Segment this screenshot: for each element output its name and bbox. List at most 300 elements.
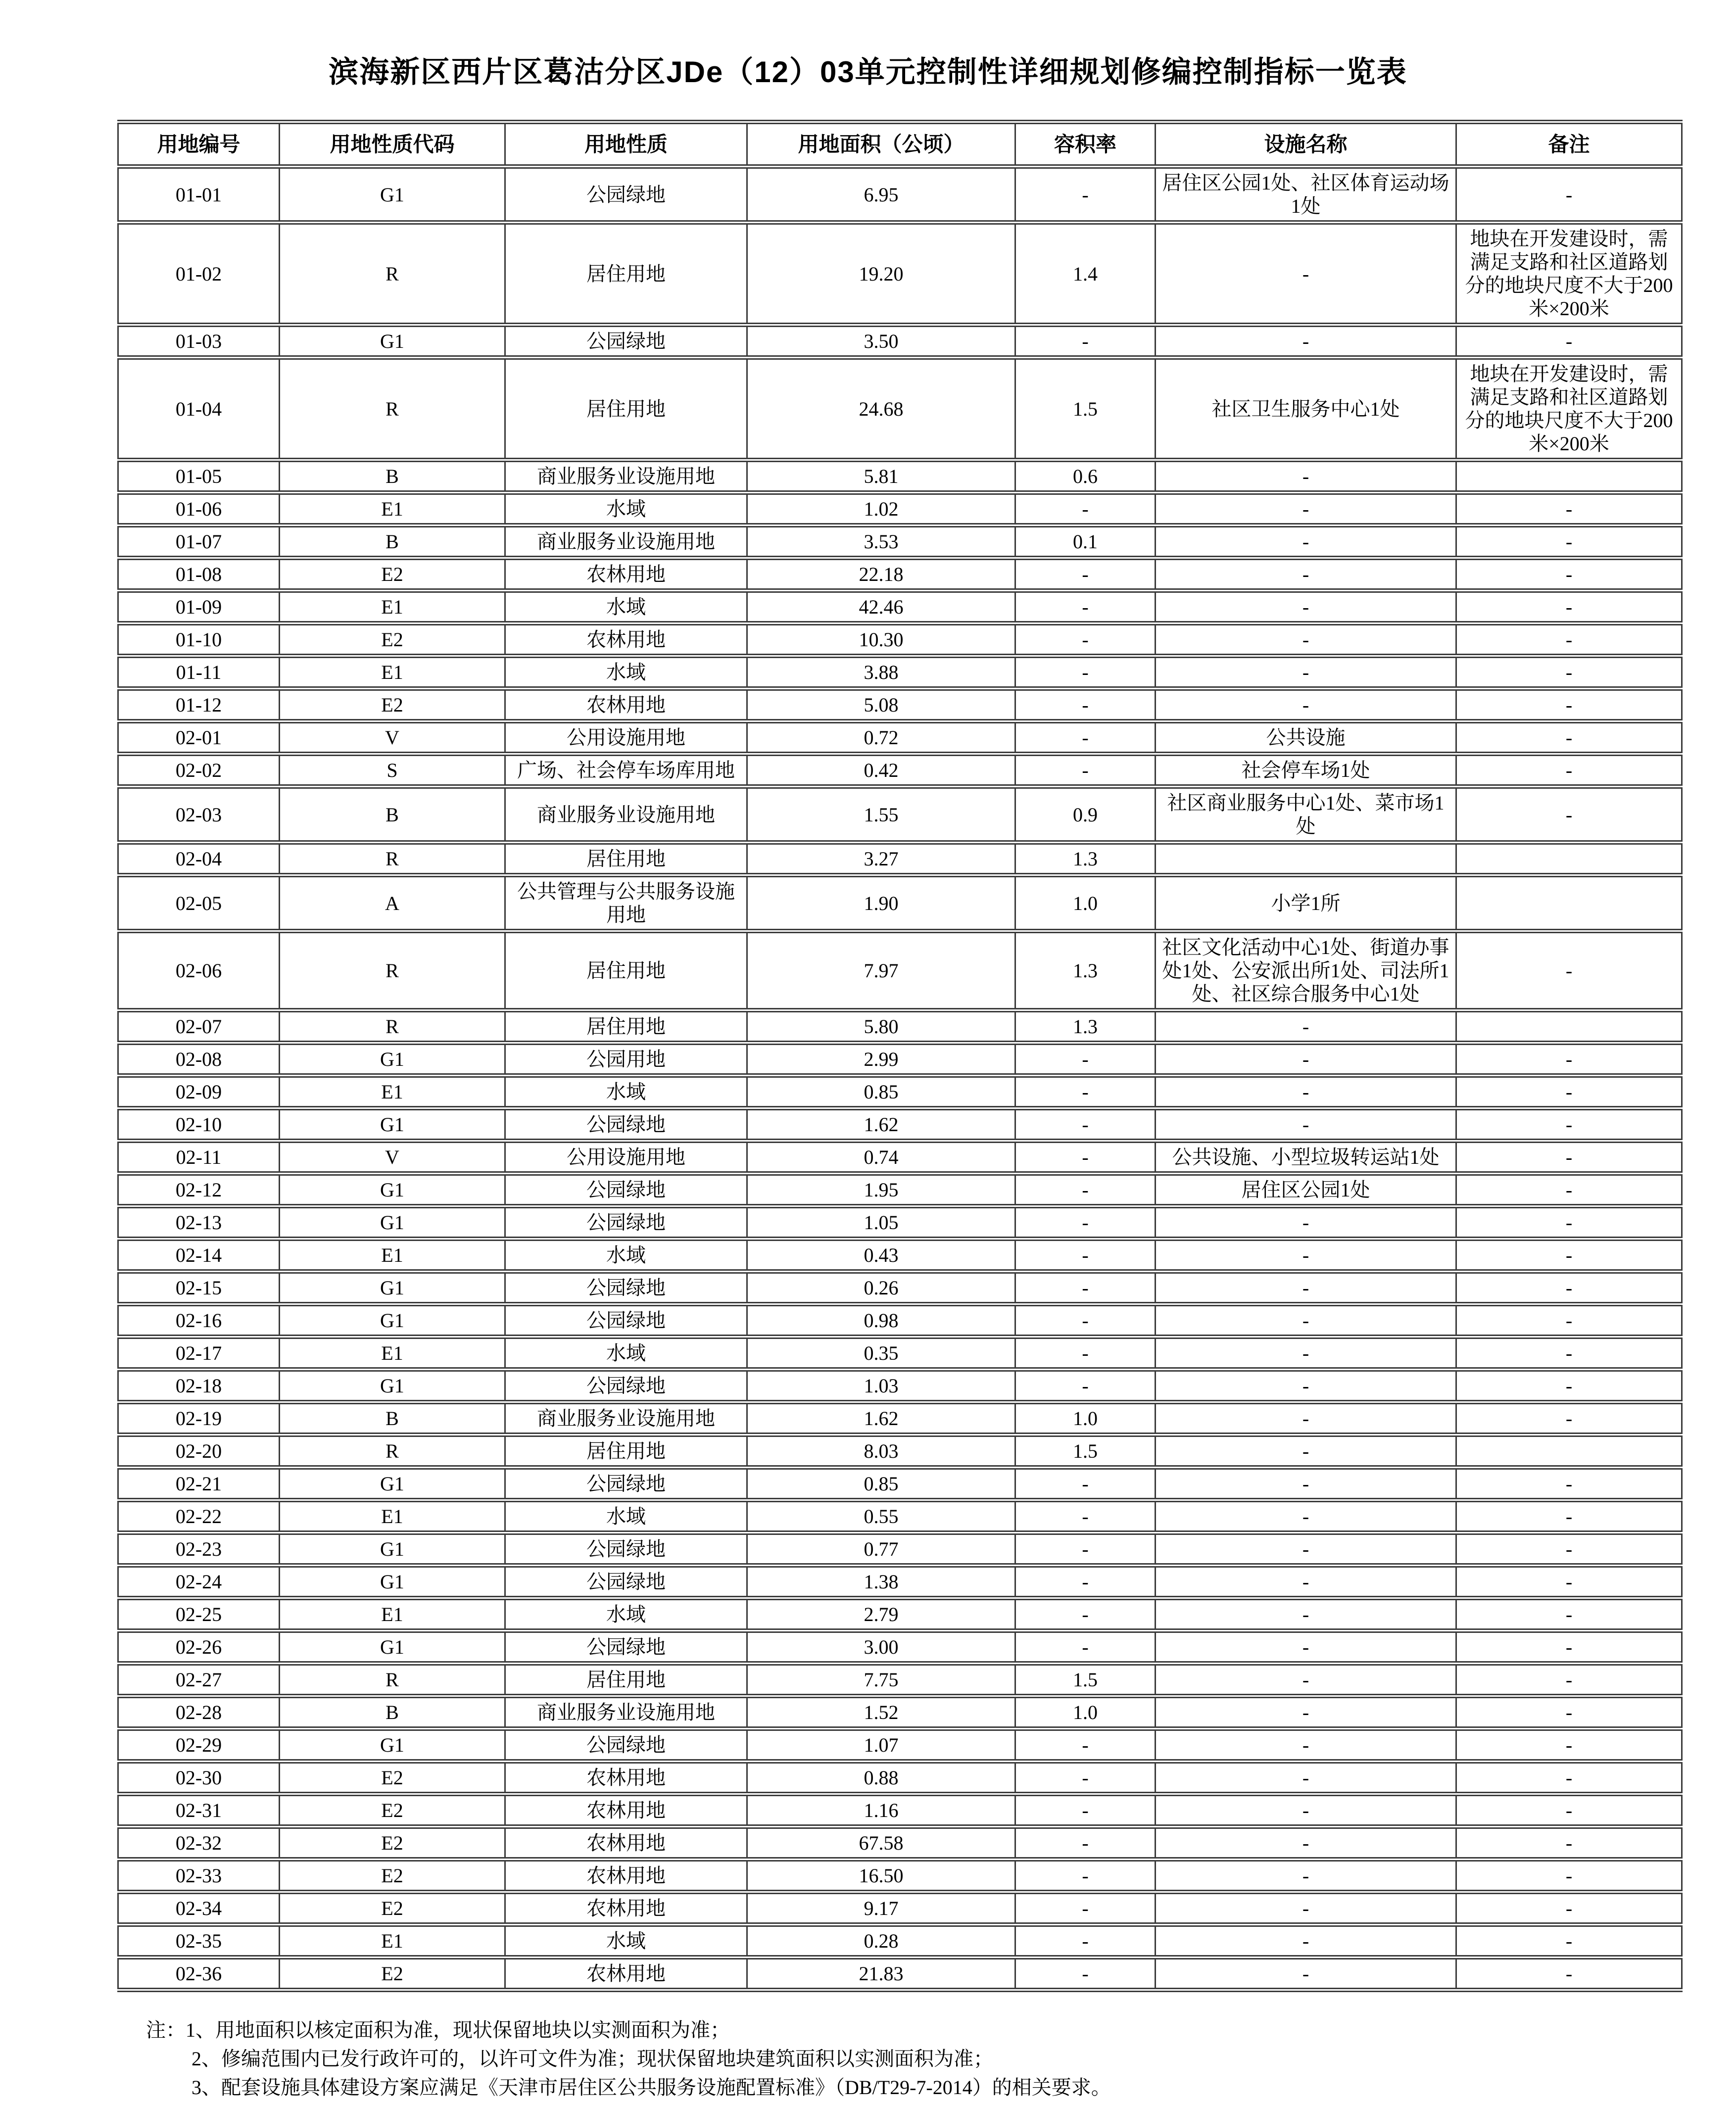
table-row	[118, 1533, 1682, 1566]
cell-far: 0.9	[1015, 787, 1156, 843]
cell-land-use-code: E1	[280, 1239, 505, 1272]
cell-area: 7.75	[747, 1664, 1015, 1696]
table-row	[118, 1174, 1682, 1206]
table-row	[118, 1566, 1682, 1598]
cell-parcel-id: 01-06	[118, 493, 280, 526]
cell-land-use: 公园绿地	[505, 1206, 747, 1239]
cell-parcel-id: 02-25	[118, 1598, 280, 1631]
cell-far: -	[1015, 721, 1156, 754]
cell-far: 1.5	[1015, 358, 1156, 460]
notes	[146, 2016, 1736, 2102]
cell-remark: -	[1456, 1631, 1682, 1664]
cell-parcel-id: 01-05	[118, 460, 280, 493]
cell-facilities: -	[1156, 1631, 1456, 1664]
cell-area: 9.17	[747, 1892, 1015, 1925]
cell-parcel-id: 01-01	[118, 167, 280, 223]
cell-parcel-id: 02-26	[118, 1631, 280, 1664]
cell-area: 1.07	[747, 1729, 1015, 1762]
cell-facilities: -	[1156, 1925, 1456, 1958]
cell-land-use-code: G1	[280, 325, 505, 358]
cell-far: 1.5	[1015, 1435, 1156, 1468]
cell-area: 0.42	[747, 754, 1015, 787]
cell-land-use-code: G1	[280, 1304, 505, 1337]
cell-land-use: 公园绿地	[505, 167, 747, 223]
cell-land-use: 农林用地	[505, 623, 747, 656]
cell-facilities: -	[1156, 1696, 1456, 1729]
cell-land-use-code: V	[280, 1141, 505, 1174]
cell-area: 1.52	[747, 1696, 1015, 1729]
cell-parcel-id: 01-02	[118, 223, 280, 325]
table-row	[118, 1860, 1682, 1892]
cell-land-use: 广场、社会停车场库用地	[505, 754, 747, 787]
cell-area: 42.46	[747, 591, 1015, 623]
cell-facilities: -	[1156, 1239, 1456, 1272]
cell-parcel-id: 02-11	[118, 1141, 280, 1174]
cell-land-use: 居住用地	[505, 358, 747, 460]
cell-remark: -	[1456, 1076, 1682, 1108]
cell-land-use: 农林用地	[505, 1860, 747, 1892]
cell-land-use-code: E1	[280, 1337, 505, 1370]
cell-facilities: -	[1156, 1304, 1456, 1337]
cell-facilities: -	[1156, 1892, 1456, 1925]
cell-facilities: -	[1156, 493, 1456, 526]
cell-land-use: 农林用地	[505, 689, 747, 721]
cell-land-use-code: B	[280, 787, 505, 843]
table-row	[118, 1729, 1682, 1762]
cell-parcel-id: 02-20	[118, 1435, 280, 1468]
cell-parcel-id: 02-01	[118, 721, 280, 754]
cell-remark: -	[1456, 1402, 1682, 1435]
cell-far: -	[1015, 325, 1156, 358]
cell-land-use: 公园绿地	[505, 1304, 747, 1337]
cell-area: 0.26	[747, 1272, 1015, 1304]
cell-land-use: 公用设施用地	[505, 1141, 747, 1174]
cell-remark: -	[1456, 1370, 1682, 1402]
cell-parcel-id: 02-19	[118, 1402, 280, 1435]
cell-far: -	[1015, 1108, 1156, 1141]
cell-facilities: 公共设施	[1156, 721, 1456, 754]
cell-facilities: 社会停车场1处	[1156, 754, 1456, 787]
table-row	[118, 493, 1682, 526]
cell-far: -	[1015, 1925, 1156, 1958]
table-row	[118, 1370, 1682, 1402]
cell-facilities: -	[1156, 623, 1456, 656]
cell-parcel-id: 02-03	[118, 787, 280, 843]
table-row	[118, 1925, 1682, 1958]
cell-land-use-code: E1	[280, 1076, 505, 1108]
cell-land-use: 水域	[505, 1337, 747, 1370]
cell-parcel-id: 01-07	[118, 526, 280, 558]
cell-far: -	[1015, 493, 1156, 526]
cell-remark: -	[1456, 689, 1682, 721]
cell-land-use-code: E2	[280, 1892, 505, 1925]
cell-remark: -	[1456, 1043, 1682, 1076]
cell-land-use: 商业服务业设施用地	[505, 1402, 747, 1435]
cell-land-use: 水域	[505, 1925, 747, 1958]
cell-parcel-id: 02-07	[118, 1010, 280, 1043]
cell-remark: -	[1456, 1468, 1682, 1500]
cell-land-use: 水域	[505, 656, 747, 689]
cell-far: -	[1015, 1272, 1156, 1304]
cell-land-use-code: S	[280, 754, 505, 787]
cell-area: 24.68	[747, 358, 1015, 460]
cell-remark: -	[1456, 754, 1682, 787]
table-row	[118, 1762, 1682, 1794]
cell-land-use-code: B	[280, 1402, 505, 1435]
table-row	[118, 325, 1682, 358]
cell-facilities: -	[1156, 1827, 1456, 1860]
cell-land-use-code: E2	[280, 623, 505, 656]
cell-parcel-id: 02-18	[118, 1370, 280, 1402]
cell-remark: -	[1456, 1892, 1682, 1925]
cell-parcel-id: 02-31	[118, 1794, 280, 1827]
cell-far: -	[1015, 1304, 1156, 1337]
cell-facilities: -	[1156, 1043, 1456, 1076]
cell-land-use: 农林用地	[505, 1892, 747, 1925]
cell-facilities: -	[1156, 1076, 1456, 1108]
cell-area: 3.50	[747, 325, 1015, 358]
table-row	[118, 1402, 1682, 1435]
cell-remark: -	[1456, 1304, 1682, 1337]
cell-area: 1.62	[747, 1402, 1015, 1435]
cell-land-use-code: R	[280, 358, 505, 460]
cell-land-use: 公园绿地	[505, 1174, 747, 1206]
cell-far: -	[1015, 656, 1156, 689]
table-row	[118, 1598, 1682, 1631]
note-line: 3、配套设施具体建设方案应满足《天津市居住区公共服务设施配置标准》（DB/T29-7-2014）的相关要求。	[192, 2076, 1111, 2099]
cell-land-use: 公园绿地	[505, 325, 747, 358]
cell-land-use-code: R	[280, 1435, 505, 1468]
cell-land-use: 农林用地	[505, 1958, 747, 1990]
cell-far: -	[1015, 1533, 1156, 1566]
cell-facilities: -	[1156, 460, 1456, 493]
cell-area: 1.95	[747, 1174, 1015, 1206]
cell-land-use: 农林用地	[505, 1762, 747, 1794]
cell-area: 2.99	[747, 1043, 1015, 1076]
column-header-area: 用地面积（公顷）	[747, 122, 1015, 167]
table-row	[118, 1827, 1682, 1860]
cell-facilities: -	[1156, 526, 1456, 558]
column-header-facilities: 设施名称	[1156, 122, 1456, 167]
cell-remark: -	[1456, 1598, 1682, 1631]
cell-parcel-id: 02-06	[118, 931, 280, 1010]
cell-remark: 地块在开发建设时，需满足支路和社区道路划分的地块尺度不大于200米×200米	[1456, 223, 1682, 325]
cell-facilities: -	[1156, 1762, 1456, 1794]
cell-area: 1.38	[747, 1566, 1015, 1598]
cell-area: 3.00	[747, 1631, 1015, 1664]
table-row	[118, 460, 1682, 493]
cell-land-use: 公园绿地	[505, 1729, 747, 1762]
table-row	[118, 689, 1682, 721]
cell-land-use: 公园绿地	[505, 1272, 747, 1304]
cell-facilities: -	[1156, 1468, 1456, 1500]
cell-land-use-code: E1	[280, 1598, 505, 1631]
cell-facilities: -	[1156, 1010, 1456, 1043]
table-row	[118, 843, 1682, 875]
cell-remark: -	[1456, 1108, 1682, 1141]
cell-far: -	[1015, 1206, 1156, 1239]
table-row	[118, 1076, 1682, 1108]
cell-remark: -	[1456, 1533, 1682, 1566]
cell-area: 3.88	[747, 656, 1015, 689]
cell-land-use-code: R	[280, 843, 505, 875]
cell-land-use-code: G1	[280, 1043, 505, 1076]
cell-far: -	[1015, 1892, 1156, 1925]
table-row	[118, 721, 1682, 754]
cell-far: -	[1015, 1762, 1156, 1794]
cell-facilities: 居住区公园1处	[1156, 1174, 1456, 1206]
table-row	[118, 1500, 1682, 1533]
cell-far: -	[1015, 167, 1156, 223]
cell-area: 16.50	[747, 1860, 1015, 1892]
table-row	[118, 1239, 1682, 1272]
cell-far: -	[1015, 1631, 1156, 1664]
cell-far: -	[1015, 591, 1156, 623]
cell-land-use: 公用设施用地	[505, 721, 747, 754]
cell-land-use: 公园用地	[505, 1043, 747, 1076]
table-row	[118, 358, 1682, 460]
cell-land-use-code: R	[280, 223, 505, 325]
table-row	[118, 1892, 1682, 1925]
cell-area: 2.79	[747, 1598, 1015, 1631]
table-row	[118, 223, 1682, 325]
cell-area: 67.58	[747, 1827, 1015, 1860]
cell-parcel-id: 02-34	[118, 1892, 280, 1925]
cell-parcel-id: 02-32	[118, 1827, 280, 1860]
cell-land-use-code: G1	[280, 1370, 505, 1402]
cell-area: 0.74	[747, 1141, 1015, 1174]
table-row	[118, 931, 1682, 1010]
cell-remark	[1456, 1435, 1682, 1468]
table-row	[118, 875, 1682, 931]
cell-facilities: 社区文化活动中心1处、街道办事处1处、公安派出所1处、司法所1处、社区综合服务中心1处	[1156, 931, 1456, 1010]
cell-far: -	[1015, 558, 1156, 591]
cell-facilities: -	[1156, 1206, 1456, 1239]
cell-land-use-code: E2	[280, 1958, 505, 1990]
cell-remark: -	[1456, 1860, 1682, 1892]
table-row	[118, 1958, 1682, 1990]
cell-far: -	[1015, 623, 1156, 656]
cell-facilities: -	[1156, 558, 1456, 591]
cell-parcel-id: 01-11	[118, 656, 280, 689]
cell-land-use-code: G1	[280, 1468, 505, 1500]
cell-land-use-code: G1	[280, 1206, 505, 1239]
cell-land-use-code: G1	[280, 1566, 505, 1598]
cell-land-use: 水域	[505, 1598, 747, 1631]
header-row	[118, 122, 1682, 167]
cell-remark: -	[1456, 1239, 1682, 1272]
table-row	[118, 1435, 1682, 1468]
cell-land-use: 商业服务业设施用地	[505, 1696, 747, 1729]
cell-land-use: 商业服务业设施用地	[505, 526, 747, 558]
cell-facilities: 社区卫生服务中心1处	[1156, 358, 1456, 460]
cell-remark	[1456, 460, 1682, 493]
cell-land-use: 公共管理与公共服务设施用地	[505, 875, 747, 931]
cell-facilities: -	[1156, 1860, 1456, 1892]
cell-facilities: -	[1156, 1598, 1456, 1631]
column-header-far: 容积率	[1015, 122, 1156, 167]
cell-remark: -	[1456, 558, 1682, 591]
note-line: 2、修编范围内已发行政许可的，以许可文件为准；现状保留地块建筑面积以实测面积为准；	[192, 2048, 993, 2070]
table-row	[118, 1043, 1682, 1076]
cell-far: -	[1015, 1337, 1156, 1370]
table-row	[118, 1108, 1682, 1141]
table-row	[118, 1272, 1682, 1304]
cell-land-use-code: G1	[280, 1108, 505, 1141]
cell-area: 1.90	[747, 875, 1015, 931]
cell-remark: -	[1456, 1500, 1682, 1533]
cell-parcel-id: 02-30	[118, 1762, 280, 1794]
cell-far: -	[1015, 1370, 1156, 1402]
cell-land-use: 水域	[505, 1500, 747, 1533]
cell-remark: -	[1456, 1958, 1682, 1990]
cell-facilities: -	[1156, 1958, 1456, 1990]
cell-remark: -	[1456, 656, 1682, 689]
cell-remark: -	[1456, 623, 1682, 656]
cell-parcel-id: 02-08	[118, 1043, 280, 1076]
table-row	[118, 1304, 1682, 1337]
cell-land-use-code: B	[280, 526, 505, 558]
cell-facilities: -	[1156, 1566, 1456, 1598]
cell-remark: -	[1456, 1925, 1682, 1958]
cell-area: 1.62	[747, 1108, 1015, 1141]
cell-remark: -	[1456, 1566, 1682, 1598]
cell-remark: -	[1456, 526, 1682, 558]
cell-parcel-id: 02-35	[118, 1925, 280, 1958]
cell-far: -	[1015, 1729, 1156, 1762]
cell-facilities: -	[1156, 1402, 1456, 1435]
table-row	[118, 526, 1682, 558]
cell-area: 19.20	[747, 223, 1015, 325]
cell-area: 6.95	[747, 167, 1015, 223]
cell-area: 8.03	[747, 1435, 1015, 1468]
cell-remark: -	[1456, 1696, 1682, 1729]
cell-area: 0.43	[747, 1239, 1015, 1272]
cell-far: 0.6	[1015, 460, 1156, 493]
cell-far: 0.1	[1015, 526, 1156, 558]
cell-land-use-code: E1	[280, 1925, 505, 1958]
cell-remark: -	[1456, 1206, 1682, 1239]
cell-land-use: 公园绿地	[505, 1370, 747, 1402]
cell-area: 22.18	[747, 558, 1015, 591]
cell-area: 0.85	[747, 1076, 1015, 1108]
cell-far: -	[1015, 1794, 1156, 1827]
cell-far: -	[1015, 1141, 1156, 1174]
cell-facilities: -	[1156, 1794, 1456, 1827]
table-body	[118, 167, 1682, 1990]
table-row	[118, 623, 1682, 656]
table-row	[118, 1631, 1682, 1664]
table-row	[118, 1141, 1682, 1174]
cell-far: -	[1015, 1076, 1156, 1108]
cell-land-use-code: G1	[280, 1533, 505, 1566]
cell-facilities: -	[1156, 1533, 1456, 1566]
cell-facilities: 小学1所	[1156, 875, 1456, 931]
cell-far: 1.0	[1015, 1402, 1156, 1435]
cell-land-use: 农林用地	[505, 1827, 747, 1860]
cell-land-use-code: E1	[280, 591, 505, 623]
cell-land-use: 农林用地	[505, 558, 747, 591]
cell-remark: -	[1456, 1174, 1682, 1206]
cell-land-use: 水域	[505, 1076, 747, 1108]
table-row	[118, 591, 1682, 623]
cell-land-use: 居住用地	[505, 931, 747, 1010]
cell-parcel-id: 02-24	[118, 1566, 280, 1598]
cell-area: 7.97	[747, 931, 1015, 1010]
cell-area: 0.98	[747, 1304, 1015, 1337]
cell-area: 1.03	[747, 1370, 1015, 1402]
cell-area: 10.30	[747, 623, 1015, 656]
cell-area: 0.28	[747, 1925, 1015, 1958]
cell-remark: -	[1456, 1664, 1682, 1696]
cell-far: -	[1015, 689, 1156, 721]
cell-far: -	[1015, 1500, 1156, 1533]
cell-parcel-id: 02-17	[118, 1337, 280, 1370]
cell-parcel-id: 02-13	[118, 1206, 280, 1239]
cell-facilities: -	[1156, 1272, 1456, 1304]
cell-area: 0.77	[747, 1533, 1015, 1566]
cell-remark: -	[1456, 1827, 1682, 1860]
cell-land-use-code: E1	[280, 1500, 505, 1533]
cell-remark: -	[1456, 1794, 1682, 1827]
cell-land-use: 公园绿地	[505, 1566, 747, 1598]
cell-parcel-id: 02-05	[118, 875, 280, 931]
cell-far: 1.3	[1015, 931, 1156, 1010]
cell-land-use-code: G1	[280, 1272, 505, 1304]
cell-facilities: -	[1156, 656, 1456, 689]
cell-land-use-code: R	[280, 931, 505, 1010]
cell-area: 1.02	[747, 493, 1015, 526]
cell-remark: -	[1456, 493, 1682, 526]
cell-land-use: 居住用地	[505, 843, 747, 875]
cell-area: 0.88	[747, 1762, 1015, 1794]
cell-land-use: 商业服务业设施用地	[505, 460, 747, 493]
cell-land-use-code: E2	[280, 1794, 505, 1827]
cell-land-use: 商业服务业设施用地	[505, 787, 747, 843]
cell-far: -	[1015, 1174, 1156, 1206]
cell-parcel-id: 02-28	[118, 1696, 280, 1729]
cell-parcel-id: 02-27	[118, 1664, 280, 1696]
cell-facilities: 社区商业服务中心1处、菜市场1处	[1156, 787, 1456, 843]
cell-parcel-id: 02-23	[118, 1533, 280, 1566]
table-row	[118, 1010, 1682, 1043]
cell-area: 3.27	[747, 843, 1015, 875]
cell-parcel-id: 02-02	[118, 754, 280, 787]
cell-land-use: 水域	[505, 1239, 747, 1272]
cell-area: 5.80	[747, 1010, 1015, 1043]
cell-area: 5.81	[747, 460, 1015, 493]
cell-area: 1.16	[747, 1794, 1015, 1827]
cell-far: -	[1015, 1043, 1156, 1076]
cell-far: -	[1015, 1860, 1156, 1892]
page-title: 滨海新区西片区葛沽分区JDe（12）03单元控制性详细规划修编控制指标一览表	[329, 55, 1407, 89]
cell-land-use-code: E1	[280, 656, 505, 689]
cell-facilities: -	[1156, 591, 1456, 623]
table-row	[118, 1794, 1682, 1827]
cell-parcel-id: 01-10	[118, 623, 280, 656]
cell-remark	[1456, 843, 1682, 875]
cell-remark: -	[1456, 1272, 1682, 1304]
cell-land-use-code: B	[280, 1696, 505, 1729]
cell-far: 1.4	[1015, 223, 1156, 325]
cell-remark	[1456, 875, 1682, 931]
table-row	[118, 558, 1682, 591]
cell-land-use: 居住用地	[505, 223, 747, 325]
cell-land-use-code: R	[280, 1664, 505, 1696]
cell-remark: -	[1456, 787, 1682, 843]
cell-land-use-code: A	[280, 875, 505, 931]
column-header-land-use: 用地性质	[505, 122, 747, 167]
